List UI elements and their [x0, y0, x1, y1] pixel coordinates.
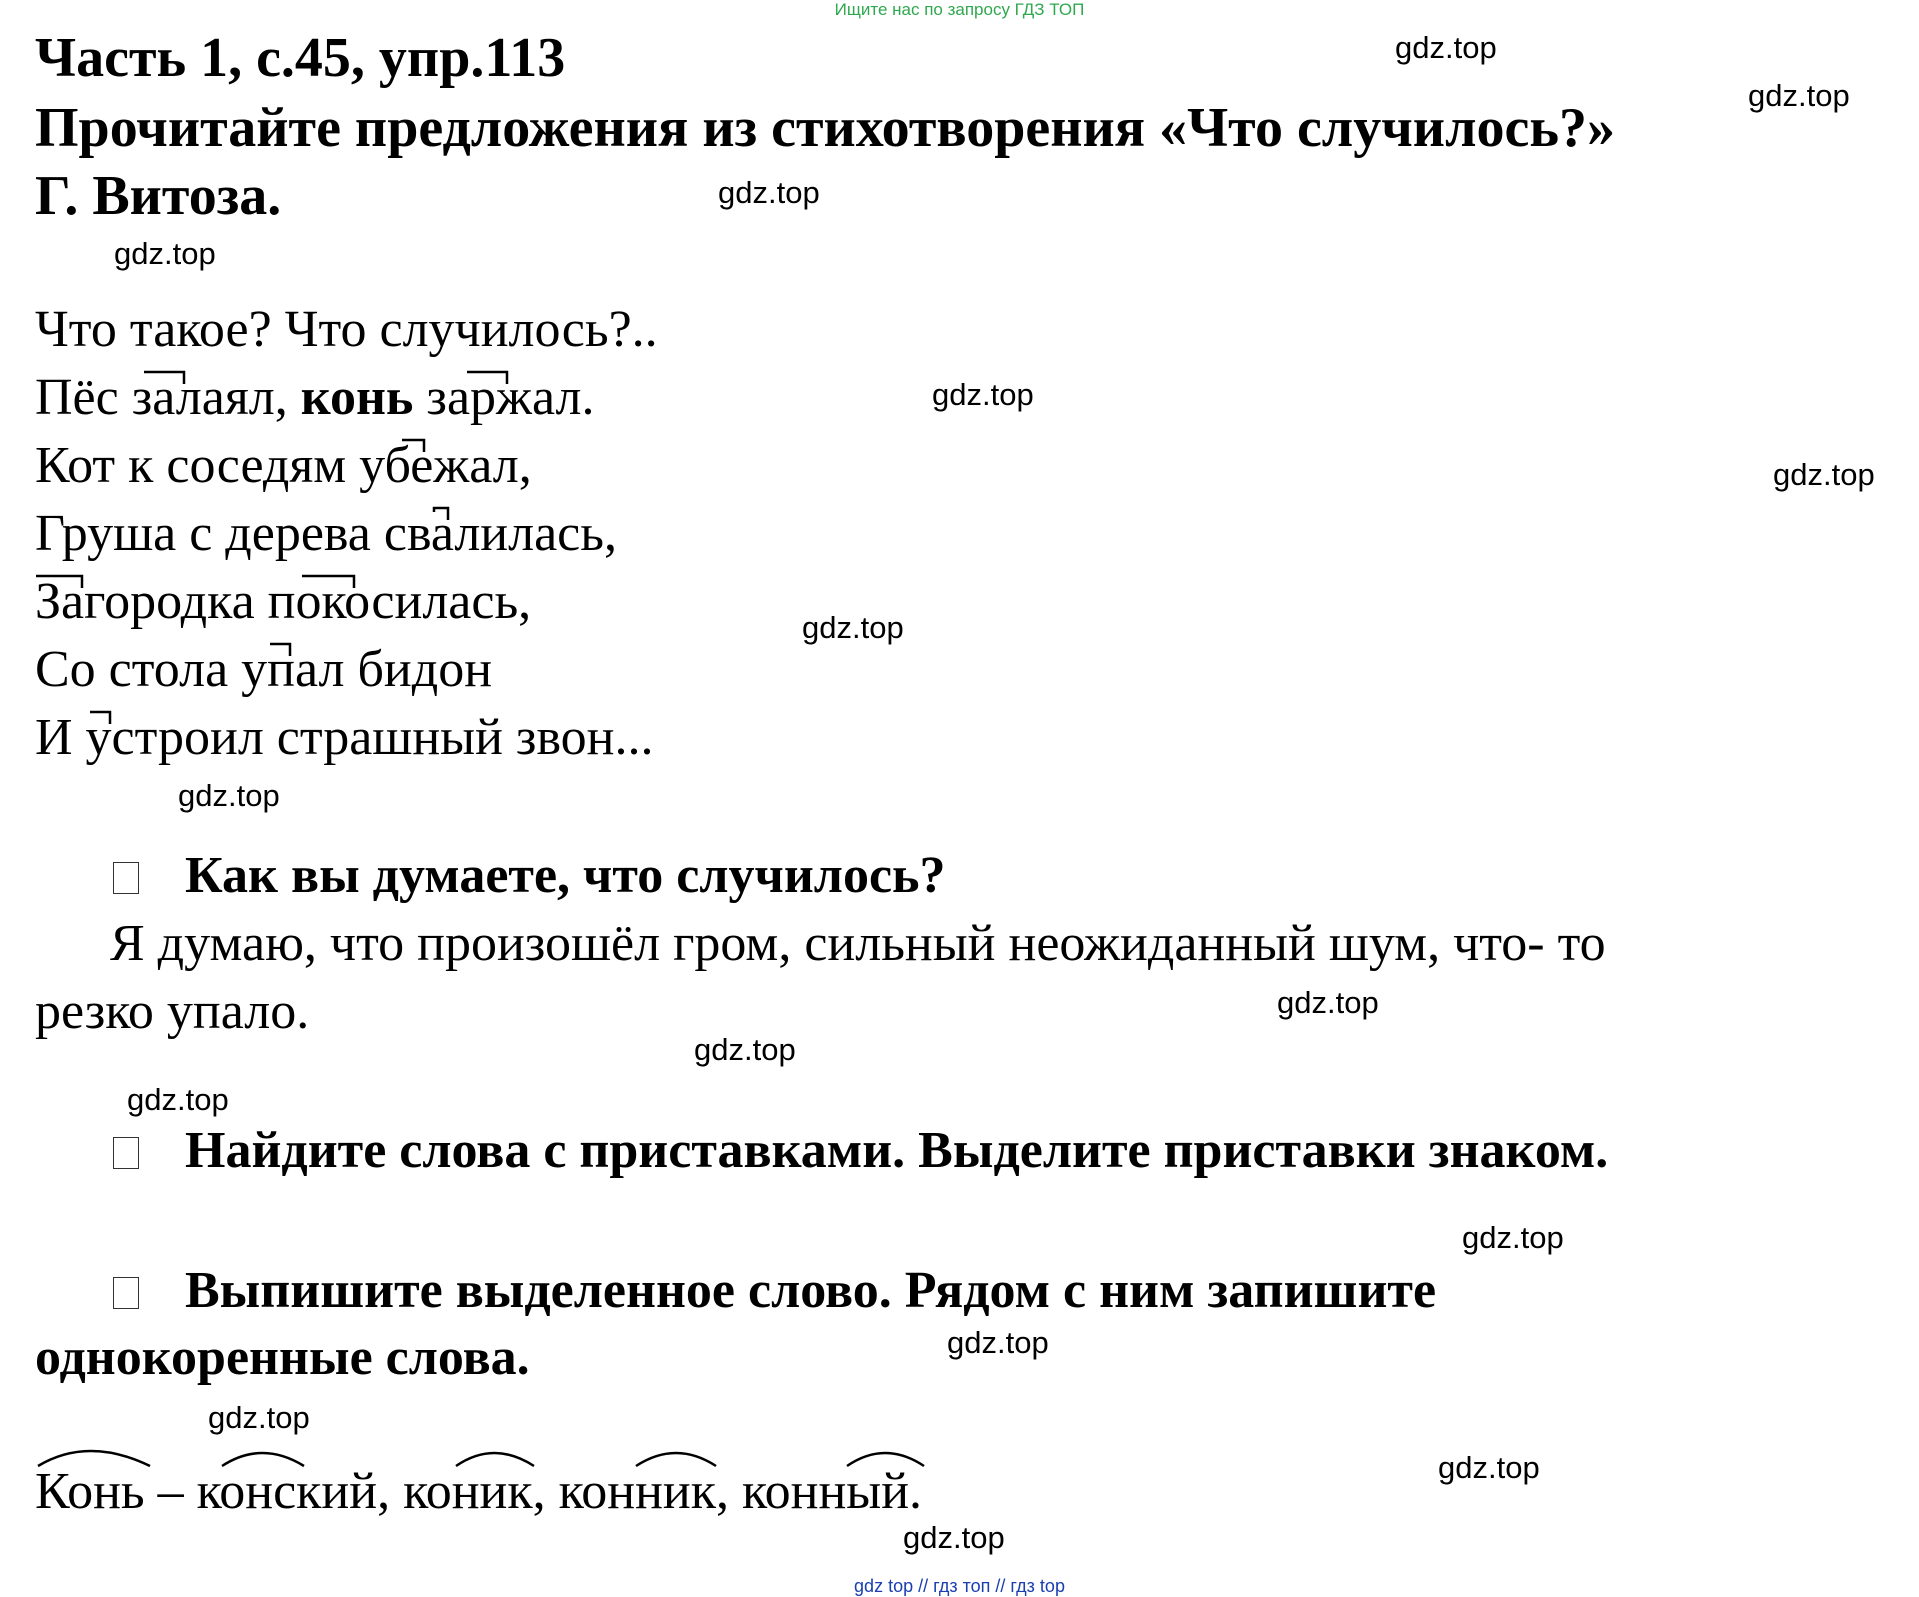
watermark: gdz.top	[947, 1325, 1049, 1360]
poem-line-7: И устроил страшный звон...	[35, 709, 654, 766]
checkbox-q1	[113, 862, 139, 894]
watermark: gdz.top	[1462, 1220, 1564, 1255]
poem-line-2c: заржал.	[413, 369, 595, 426]
watermark: gdz.top	[1773, 457, 1875, 492]
watermark: gdz.top	[1438, 1450, 1540, 1485]
poem-line-2	[35, 368, 594, 427]
poem-line-6: Со стола упал бидон	[35, 641, 493, 698]
answer-1-line-1: Я думаю, что произошёл гром, сильный неожиданный шум, что- то	[110, 915, 1606, 972]
watermark: gdz.top	[1277, 985, 1379, 1020]
watermark: gdz.top	[718, 175, 820, 210]
watermark: gdz.top	[1748, 78, 1850, 113]
poem-line-2a: Пёс залаял,	[35, 369, 301, 426]
poem-line-1: Что такое? Что случилось?..	[35, 301, 658, 358]
watermark: gdz.top	[932, 377, 1034, 412]
poem-line-4: Груша с дерева свалилась,	[35, 505, 617, 562]
question-3-line-1: Выпишите выделенное слово. Рядом с ним запишите	[185, 1262, 1437, 1319]
watermark: gdz.top	[208, 1400, 310, 1435]
watermark: gdz.top	[114, 236, 216, 271]
task-line-2: Г. Витоза.	[35, 165, 282, 227]
watermark: gdz.top	[694, 1032, 796, 1067]
watermark: gdz.top	[178, 778, 280, 813]
task-line-1: Прочитайте предложения из стихотворения «Что случилось?»	[35, 97, 1615, 159]
checkbox-q2	[113, 1137, 139, 1169]
question-3-line-2: однокоренные слова.	[35, 1329, 530, 1386]
poem-line-5: Загородка покосилась,	[35, 573, 532, 630]
poem-line-3: Кот к соседям убежал,	[35, 437, 532, 494]
top-note: Ищите нас по запросу ГДЗ ТОП	[834, 0, 1085, 19]
watermark: gdz.top	[802, 610, 904, 645]
watermark: gdz.top	[127, 1082, 229, 1117]
bottom-note: gdz top // гдз топ // гдз top	[854, 1576, 1065, 1596]
answer-3: Конь – конский, коник, конник, конный.	[35, 1463, 923, 1520]
question-2: Найдите слова с приставками. Выделите приставки знаком.	[185, 1122, 1609, 1179]
highlighted-word: конь	[300, 369, 414, 426]
watermark: gdz.top	[1395, 30, 1497, 65]
answer-1-line-2: резко упало.	[35, 983, 310, 1040]
question-1: Как вы думаете, что случилось?	[185, 847, 946, 904]
watermark: gdz.top	[903, 1520, 1005, 1555]
exercise-title: Часть 1, с.45, упр.113	[35, 27, 566, 89]
checkbox-q3	[113, 1277, 139, 1309]
